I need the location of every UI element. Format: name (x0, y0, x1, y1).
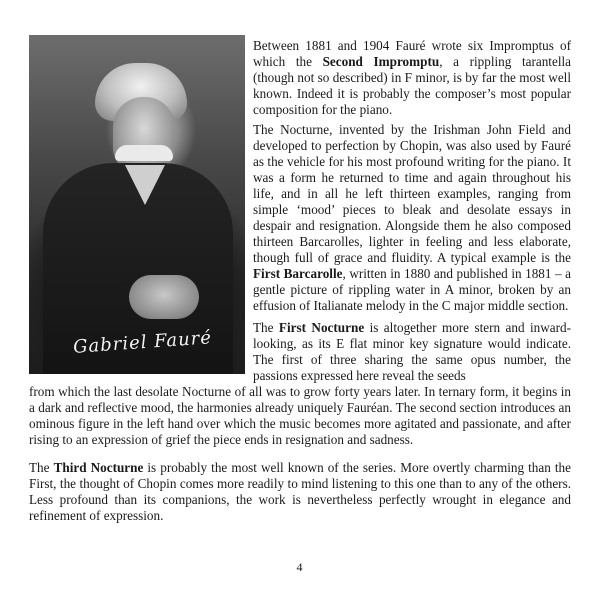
paragraph-second-impromptu (253, 38, 571, 118)
p3-bold-title: First Nocturne (278, 320, 365, 335)
p4-text-before: The (29, 460, 54, 475)
p3-text-before: The (253, 320, 279, 335)
paragraph-third-nocturne (29, 460, 571, 524)
p2-text-after: , written in 1880 and published in 1881 – a gentle picture of rippling water in A minor, broken by an effusion of Italianate melody in the C major middle section. (253, 266, 572, 313)
portrait-signature: Gabriel Fauré (72, 327, 213, 358)
paragraph-first-nocturne-continued: from which the last desolate Nocturne of all was to grow forty years later. In ternary form, it begins in a dark and reflective mood, the harmonies already uniquely Fauréan. The second section introduces an ominous figure in the left hand over which the music becomes more agitated and passionate, and after rising to an expression of grief the piece ends in resignation and sadness. (29, 384, 571, 447)
paragraph-first-nocturne (253, 320, 571, 384)
paragraph-nocturne-barcarolle (253, 122, 571, 314)
p4-bold-title: Third Nocturne (53, 460, 144, 475)
p1-bold-title: Second Impromptu (322, 54, 440, 69)
p1-text-after: , a rippling tarantella (though not so described) in F minor, is by far the most well known. Indeed it is probably the composer’s most popular composition for the piano. (253, 54, 572, 117)
p3-text-after: is altogether more stern and inward-looking, as its E flat minor key signature would indicate. The first of three sharing the same opus number, the passions expressed here reveal the seeds (253, 320, 571, 383)
composer-portrait (29, 35, 245, 374)
p2-text-before: The Nocturne, invented by the Irishman John Field and developed to perfection by Chopin, was also used by Fauré as the vehicle for his most profound writing for the piano. It was a form he returned to time and again throughout his life, and in all he left thirteen examples, ranging from simple ‘mood’ pieces to bleak and desolate essays in despair and resignation. Alongside them he also composed thirteen Barcarolles, lighter in feeling and less elaborate, though full of grace and fluidity. A typical example is the (253, 122, 571, 265)
p2-bold-title: First Barcarolle (253, 266, 343, 281)
p4-text-after: is probably the most well known of the series. More overtly charming than the First, the thought of Chopin comes more readily to mind listening to this one than to any of the others. Less profound than its companions, the work is nevertheless perfectly wrought in elegance and refinement of expression. (29, 460, 572, 523)
p1-text-before: Between 1881 and 1904 Fauré wrote six Impromptus of which the (253, 38, 571, 69)
portrait-hands (129, 275, 199, 319)
page-number: 4 (296, 560, 303, 574)
portrait-moustache (115, 145, 173, 161)
